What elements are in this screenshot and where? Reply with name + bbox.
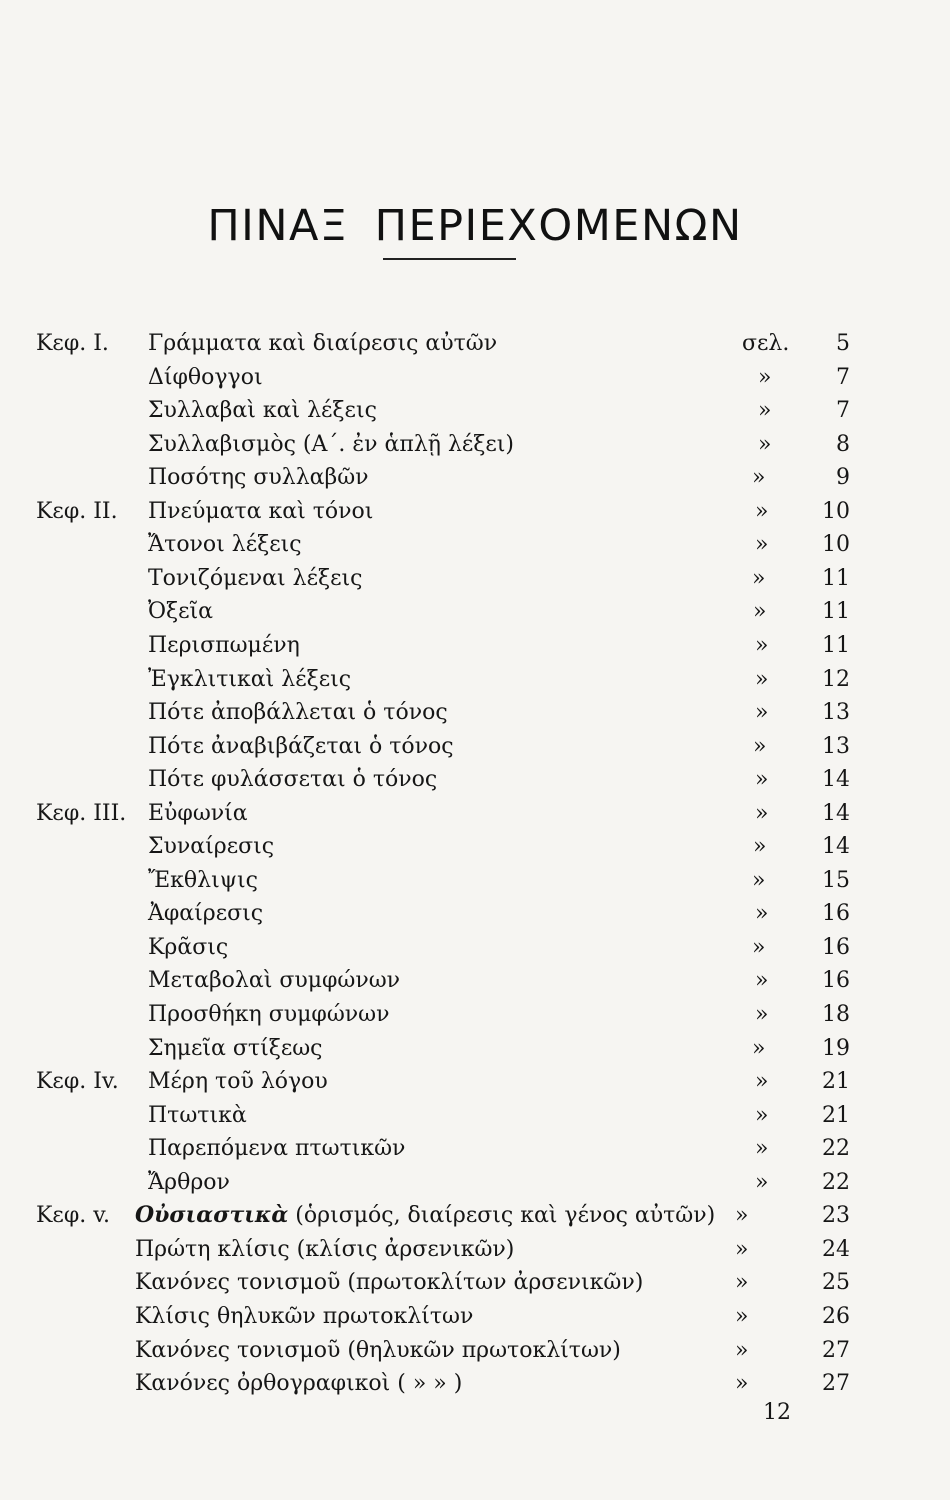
entry-title: [135, 1233, 514, 1266]
toc-entry: [0, 562, 950, 595]
ditto-mark: »: [752, 934, 766, 960]
entry-page-number: 11: [822, 565, 850, 591]
entry-title: [135, 1266, 643, 1299]
toc-entry: [0, 461, 950, 494]
entry-title-text: Κανόνες τονισμοῦ (πρωτοκλίτων ἀρσενικῶν): [135, 1270, 644, 1296]
entry-title-text: Προσθήκη συμφώνων: [148, 1002, 390, 1027]
entry-page-number: 10: [822, 532, 850, 558]
ditto-mark: »: [755, 901, 769, 927]
entry-page-number: 14: [822, 834, 850, 860]
title-word-2: ΠΕΡΙΕΧΟΜΕΝΩΝ: [374, 200, 743, 251]
chapter-label: Κεφ. v.: [36, 1203, 111, 1229]
toc-entry: [0, 897, 950, 930]
ditto-mark: »: [735, 1270, 749, 1296]
entry-title: [135, 1367, 462, 1400]
entry-title: [148, 528, 302, 561]
toc-entry: [0, 1132, 950, 1165]
entry-title-text: Ἀφαίρεσις: [148, 901, 264, 927]
ditto-mark: σελ.: [742, 331, 790, 356]
entry-page-number: 24: [822, 1236, 850, 1262]
entry-title: [148, 495, 373, 528]
entry-title: [148, 461, 369, 494]
chapter-label: Κεφ. ΙΙΙ.: [36, 800, 127, 826]
ditto-mark: »: [753, 834, 767, 860]
entry-title-text: Εὐφωνία: [148, 800, 248, 826]
entry-page-number: 26: [822, 1303, 850, 1329]
ditto-mark: »: [755, 532, 769, 558]
entry-page-number: 11: [822, 632, 850, 658]
ditto-mark: »: [735, 1303, 749, 1329]
entry-page-number: 27: [822, 1371, 850, 1397]
entry-page-number: 22: [822, 1136, 850, 1162]
entry-title-text: Ποσότης συλλαβῶν: [148, 465, 369, 491]
toc-entry: [0, 1199, 950, 1232]
entry-title-text: Δίφθογγοι: [148, 364, 263, 390]
entry-page-number: 9: [836, 465, 850, 491]
ditto-mark: »: [758, 431, 772, 457]
ditto-mark: »: [755, 666, 769, 692]
entry-title-text: Ἔκθλιψις: [148, 867, 258, 893]
entry-title: [148, 629, 300, 662]
entry-title: [148, 663, 351, 696]
entry-page-number: 8: [836, 431, 850, 457]
entry-page-number: 16: [822, 968, 850, 994]
ditto-mark: »: [752, 465, 766, 491]
entry-title-text: Ἄρθρον: [148, 1169, 230, 1195]
entry-page-number: 25: [822, 1270, 850, 1296]
toc-entry: [0, 495, 950, 528]
ditto-mark: »: [752, 867, 766, 893]
entry-title: [148, 864, 258, 897]
entry-page-number: 12: [822, 666, 850, 692]
entry-title-text: Παρεπόμενα πτωτικῶν: [148, 1136, 406, 1162]
entry-title: [148, 1132, 405, 1165]
entry-page-number: 7: [836, 398, 850, 424]
ditto-mark: »: [755, 1136, 769, 1162]
entry-page-number: 7: [836, 364, 850, 390]
entry-title-text: Πότε φυλάσσεται ὁ τόνος: [148, 767, 438, 793]
toc-entry: [0, 629, 950, 662]
ditto-mark: »: [755, 968, 769, 994]
toc-entry: [0, 696, 950, 729]
toc-entry: [0, 964, 950, 997]
entry-title-text: Κλίσις θηλυκῶν πρωτοκλίτων: [135, 1303, 474, 1329]
entry-page-number: 13: [822, 733, 850, 759]
entry-title-text: (ὁρισμός, διαίρεσις καὶ γένος αὐτῶν): [288, 1203, 716, 1229]
entry-title: [148, 1032, 323, 1065]
entry-title: [148, 998, 389, 1031]
entry-title: [148, 1099, 247, 1132]
entry-title-text: Μέρη τοῦ λόγου: [148, 1069, 328, 1095]
entry-page-number: 21: [822, 1102, 850, 1128]
entry-title-text: Ἄτονοι λέξεις: [148, 532, 302, 558]
entry-title-text: Ὀξεῖα: [148, 599, 214, 625]
toc-entry: [0, 864, 950, 897]
entry-page-number: 15: [822, 867, 850, 893]
entry-page-number: 16: [822, 934, 850, 960]
ditto-mark: »: [755, 1002, 769, 1027]
toc-entry: [0, 663, 950, 696]
entry-title: [148, 797, 248, 830]
ditto-mark: »: [752, 565, 766, 591]
ditto-mark: »: [735, 1371, 749, 1397]
entry-title: [135, 1300, 473, 1333]
toc-entry: [0, 797, 950, 830]
entry-title-emphasis: Οὐσιαστικὰ: [135, 1202, 289, 1229]
toc-entry: [0, 1334, 950, 1367]
entry-title: [148, 931, 228, 964]
entry-page-number: 27: [822, 1337, 850, 1363]
entry-page-number: 19: [822, 1035, 850, 1061]
toc-entry: [0, 763, 950, 796]
entry-page-number: 16: [822, 901, 850, 927]
toc-entry: [0, 830, 950, 863]
entry-title: [148, 763, 437, 796]
entry-page-number: 22: [822, 1169, 850, 1195]
entry-page-number: 21: [822, 1069, 850, 1095]
entry-title: [148, 562, 362, 595]
ditto-mark: »: [755, 767, 769, 793]
toc-entry: [0, 730, 950, 763]
toc-entry: [0, 394, 950, 427]
chapter-label: Κεφ. Ι.: [36, 331, 109, 356]
entry-title-text: Πότε ἀποβάλλεται ὁ τόνος: [148, 700, 448, 726]
entry-title-text: Συλλαβισμὸς (Α΄. ἐν ἁπλῇ λέξει): [148, 431, 515, 457]
ditto-mark: »: [758, 398, 772, 424]
entry-page-number: 5: [836, 331, 850, 356]
toc-entry: [0, 327, 950, 360]
entry-page-number: 23: [822, 1203, 850, 1229]
ditto-mark: »: [753, 599, 767, 625]
ditto-mark: »: [735, 1236, 749, 1262]
page-number: 12: [763, 1400, 791, 1425]
entry-title-text: Πνεύματα καὶ τόνοι: [148, 498, 374, 524]
toc-entry: [0, 428, 950, 461]
entry-title-text: Μεταβολαὶ συμφώνων: [148, 968, 401, 994]
entry-title: [148, 361, 263, 394]
toc-entry: [0, 1065, 950, 1098]
toc-entry: [0, 998, 950, 1031]
entry-title-text: Περισπωμένη: [148, 632, 300, 658]
entry-page-number: 14: [822, 767, 850, 793]
entry-title: [148, 595, 213, 628]
toc-entry: [0, 1032, 950, 1065]
entry-title: [148, 964, 400, 997]
title-word-1: ΠΙΝΑΞ: [207, 200, 349, 251]
entry-title: [148, 696, 448, 729]
ditto-mark: »: [755, 1069, 769, 1095]
entry-title: [148, 428, 514, 461]
entry-title: [148, 730, 454, 763]
entry-title-text: Κανόνες τονισμοῦ (θηλυκῶν πρωτοκλίτων): [135, 1337, 621, 1363]
entry-title-text: Γράμματα καὶ διαίρεσις αὐτῶν: [148, 331, 498, 356]
entry-title-text: Πρώτη κλίσις (κλίσις ἀρσενικῶν): [135, 1236, 515, 1262]
entry-page-number: 10: [822, 498, 850, 524]
entry-title-text: Συλλαβαὶ καὶ λέξεις: [148, 398, 377, 424]
entry-page-number: 11: [822, 599, 850, 625]
chapter-label: Κεφ. Ιv.: [36, 1069, 119, 1095]
toc-entry: [0, 1233, 950, 1266]
ditto-mark: »: [752, 1035, 766, 1061]
entry-title: [148, 1166, 230, 1199]
ditto-mark: »: [735, 1203, 749, 1229]
ditto-mark: »: [755, 498, 769, 524]
chapter-label: Κεφ. ΙΙ.: [36, 498, 118, 524]
entry-title: [148, 830, 274, 863]
toc-entry: [0, 1166, 950, 1199]
toc-entry: [0, 1367, 950, 1400]
entry-title: [148, 897, 263, 930]
entry-title-text: Τονιζόμεναι λέξεις: [148, 565, 363, 591]
toc-entry: [0, 931, 950, 964]
entry-title-text: Κανόνες ὀρθογραφικοὶ ( » » ): [135, 1371, 463, 1397]
ditto-mark: »: [758, 364, 772, 390]
page-title: [0, 201, 950, 251]
entry-page-number: 14: [822, 800, 850, 826]
toc-entry: [0, 1300, 950, 1333]
ditto-mark: »: [755, 1169, 769, 1195]
entry-title-text: Σημεῖα στίξεως: [148, 1035, 323, 1061]
toc-entry: [0, 1099, 950, 1132]
entry-title: [135, 1334, 621, 1367]
entry-title: [148, 1065, 328, 1098]
toc-entry: [0, 361, 950, 394]
ditto-mark: »: [755, 700, 769, 726]
entry-title-text: Συναίρεσις: [148, 834, 275, 860]
entry-page-number: 18: [822, 1002, 850, 1027]
entry-title: [135, 1199, 715, 1232]
entry-title-text: Πότε ἀναβιβάζεται ὁ τόνος: [148, 733, 454, 759]
entry-title: [148, 327, 497, 360]
ditto-mark: »: [755, 1102, 769, 1128]
ditto-mark: »: [755, 800, 769, 826]
ditto-mark: »: [753, 733, 767, 759]
toc-entry: [0, 595, 950, 628]
entry-page-number: 13: [822, 700, 850, 726]
entry-title-text: Πτωτικὰ: [148, 1102, 247, 1128]
title-underline: [383, 258, 516, 260]
entry-title-text: Ἐγκλιτικαὶ λέξεις: [148, 666, 352, 692]
entry-title: [148, 394, 377, 427]
ditto-mark: »: [735, 1337, 749, 1363]
ditto-mark: »: [755, 632, 769, 658]
toc-entry: [0, 1266, 950, 1299]
entry-title-text: Κρᾶσις: [148, 934, 229, 960]
toc-entry: [0, 528, 950, 561]
